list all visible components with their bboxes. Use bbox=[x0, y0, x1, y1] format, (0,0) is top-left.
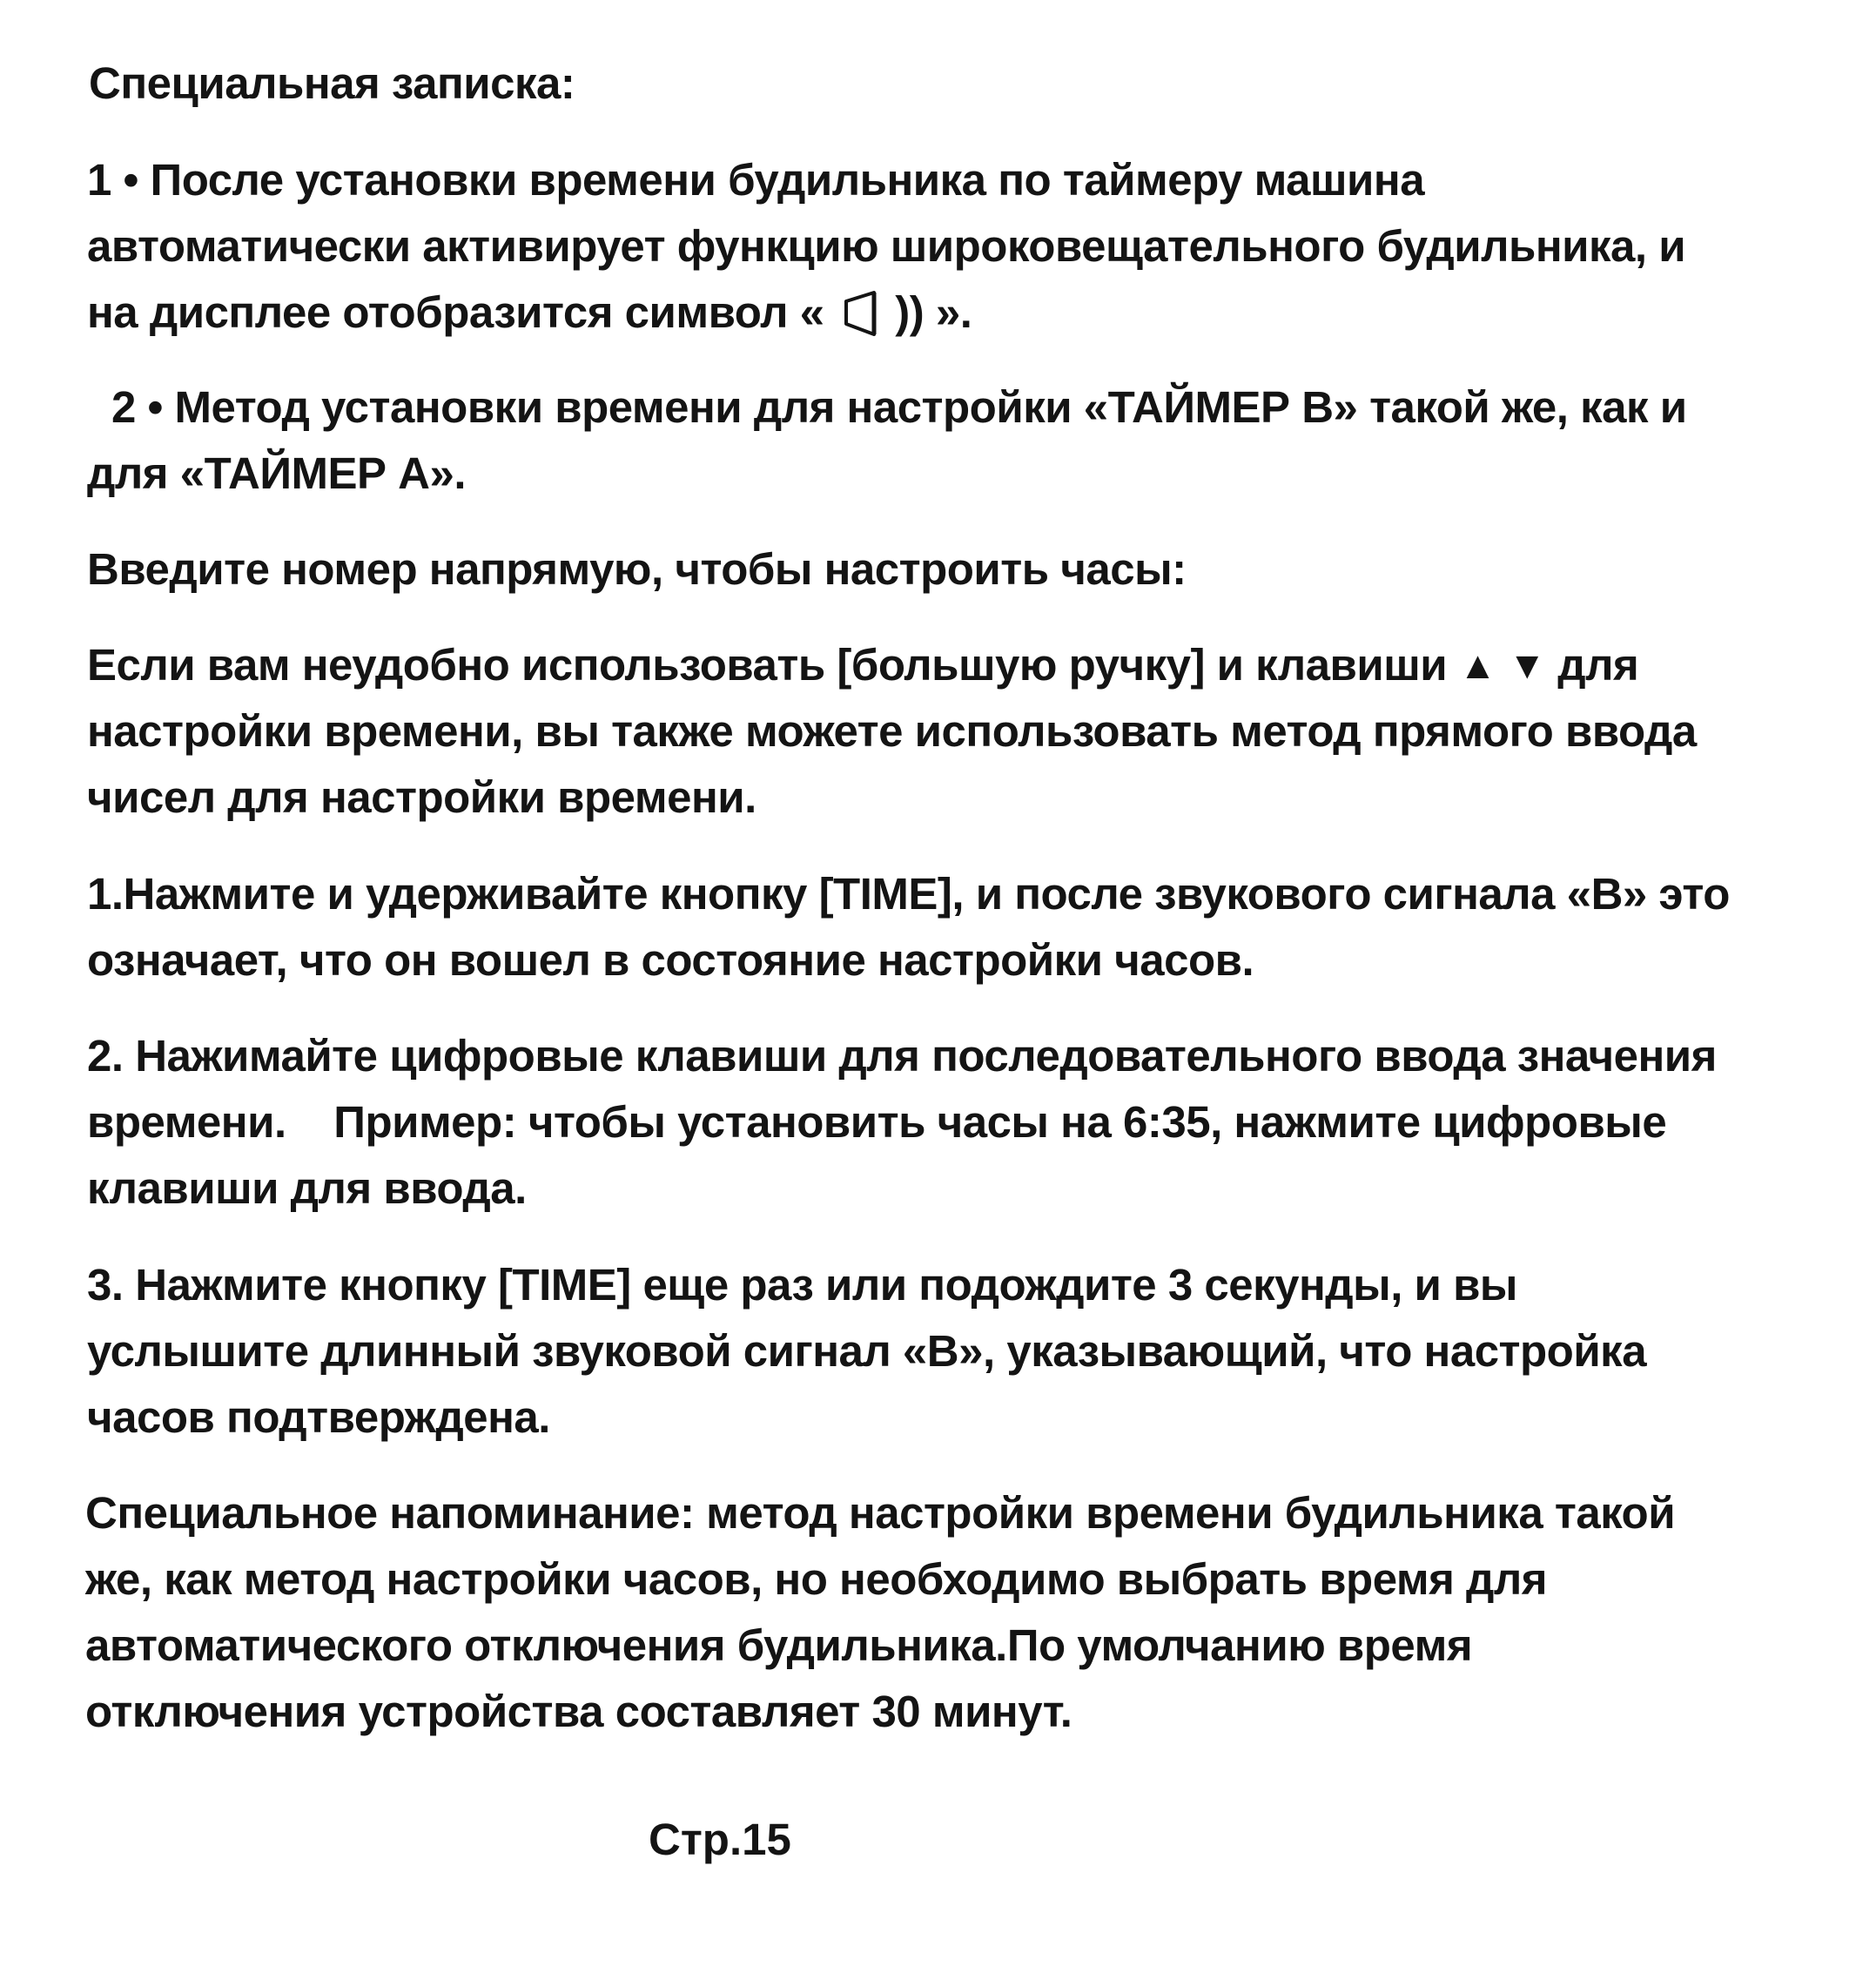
step2-line3: клавиши для ввода. bbox=[87, 1163, 527, 1213]
note-item1-line1: 1 • После установки времени будильника по таймеру машина bbox=[87, 155, 1425, 205]
direct-input-intro-line3: чисел для настройки времени. bbox=[87, 772, 756, 822]
page-number: Стр.15 bbox=[649, 1815, 791, 1864]
down-triangle-icon: ▼ bbox=[1508, 644, 1546, 687]
reminder-line3: автоматического отключения будильника.По умолчанию время bbox=[85, 1620, 1473, 1670]
direct-input-heading: Введите номер напрямую, чтобы настроить часы: bbox=[87, 544, 1187, 594]
direct-input-intro-line1-after: для bbox=[1557, 640, 1639, 690]
reminder-line1: Специальное напоминание: метод настройки времени будильника такой bbox=[85, 1488, 1676, 1538]
direct-input-intro-line2: настройки времени, вы также можете использовать метод прямого ввода bbox=[87, 706, 1697, 756]
note-item1-line3 bbox=[87, 286, 972, 339]
step1-line1: 1.Нажмите и удерживайте кнопку [TIME], и после звукового сигнала «B» это bbox=[87, 869, 1730, 919]
note-item1-line3-after: )) ». bbox=[895, 287, 972, 337]
step3-line3: часов подтверждена. bbox=[87, 1392, 550, 1442]
speaker-icon bbox=[841, 286, 890, 338]
step1-line2: означает, что он вошел в состояние настройки часов. bbox=[87, 935, 1254, 985]
note-item1-line2: автоматически активирует функцию широковещательного будильника, и bbox=[87, 221, 1686, 271]
up-triangle-icon: ▲ bbox=[1458, 644, 1496, 687]
direct-input-intro-line1 bbox=[87, 639, 1638, 692]
step3-line2: услышите длинный звуковой сигнал «B», указывающий, что настройка bbox=[87, 1326, 1647, 1376]
reminder-line4: отключения устройства составляет 30 минут. bbox=[85, 1687, 1072, 1736]
reminder-line2: же, как метод настройки часов, но необходимо выбрать время для bbox=[85, 1554, 1548, 1604]
note-item2-line2: для «ТАЙМЕР A». bbox=[87, 448, 467, 498]
direct-input-intro-line1-before: Если вам неудобно использовать [большую ручку] и клавиши bbox=[87, 640, 1448, 690]
note-item1-line3-before: на дисплее отобразится символ « bbox=[87, 287, 824, 337]
note-item2-line1: 2 • Метод установки времени для настройки «ТАЙМЕР B» такой же, как и bbox=[111, 382, 1687, 432]
step3-line1: 3. Нажмите кнопку [TIME] еще раз или подождите 3 секунды, и вы bbox=[87, 1260, 1517, 1310]
step2-line1: 2. Нажимайте цифровые клавиши для последовательного ввода значения bbox=[87, 1031, 1717, 1081]
note-title: Специальная записка: bbox=[89, 58, 575, 108]
step2-line2: времени. Пример: чтобы установить часы на 6:35, нажмите цифровые bbox=[87, 1097, 1667, 1147]
